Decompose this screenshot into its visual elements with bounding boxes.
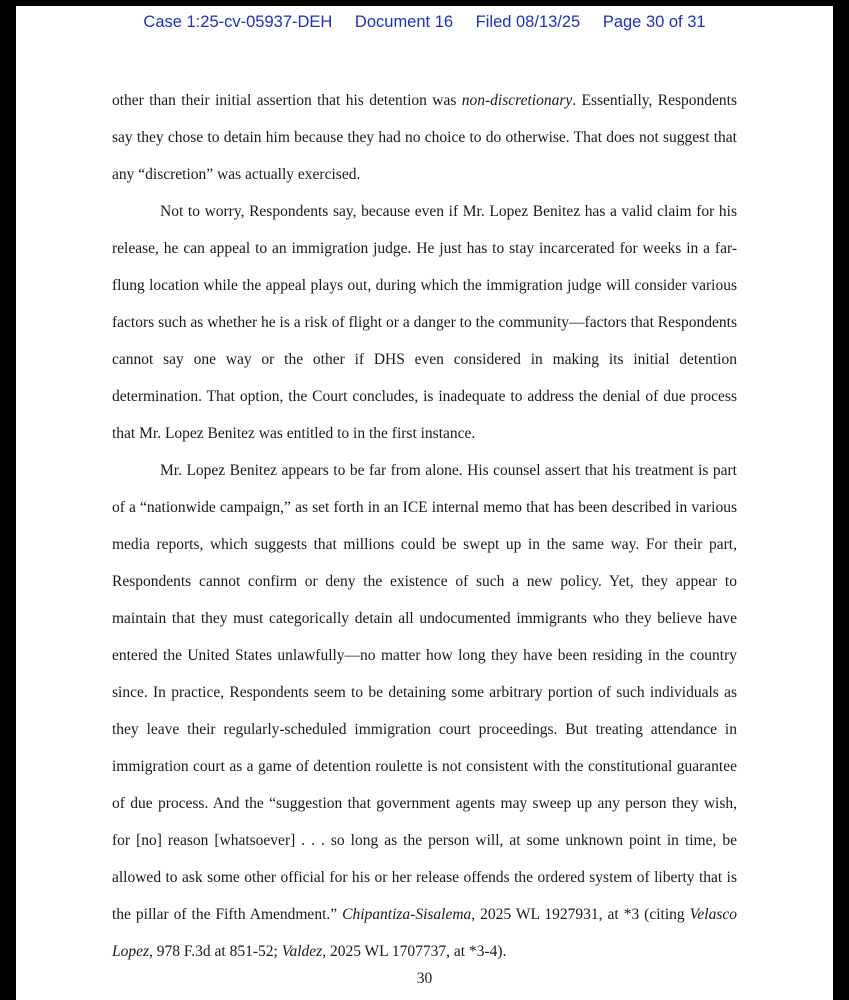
paragraph-1-text-a: other than their initial assertion that his detention was [112,92,462,109]
citation-case-2: Velasco Lopez [112,906,737,960]
paragraph-1-emphasis: non-discretionary [461,92,573,109]
opinion-body [112,82,737,970]
paragraph-3-text-c: , 978 F.3d at 851-52; [149,943,282,960]
document-number: Document 16 [354,13,454,31]
case-number: Case 1:25-cv-05937-DEH [143,13,333,31]
document-page [16,6,833,1000]
paragraph-3-text-b: , 2025 WL 1927931, at *3 (citing [471,906,690,923]
ecf-header [16,13,833,32]
filed-date: Filed 08/13/25 [475,13,581,31]
paragraph-3-text-d: , 2025 WL 1707737, at *3-4). [322,943,507,960]
paragraph-2: Not to worry, Respondents say, because even if Mr. Lopez Benitez has a valid claim for his release, he can appeal to an immigration judge. He just has to stay incarcerated for weeks in a far-flung location while the appeal plays out, during which the immigration judge will consider various factors such as whether he is a risk of flight or a danger to the community—factors that Respondents cannot say one way or the other if DHS even considered in making its initial detention determination. That option, the Court concludes, is inadequate to address the denial of due process that Mr. Lopez Benitez was entitled to in the first instance. [112,203,737,442]
citation-case-3: Valdez [281,943,323,960]
paragraph-3 [112,452,737,970]
citation-case-1: Chipantiza-Sisalema [342,906,472,923]
paragraph-1-text-c: . Essentially, Respondents say they chose to detain him because they had no choice to do otherwise. That does not suggest that any “discretion” was actually exercised. [112,92,738,183]
page-count: Page 30 of 31 [602,13,706,31]
paragraph-3-text-a: Mr. Lopez Benitez appears to be far from alone. His counsel assert that his treatment is part of a “nationwide campaign,” as set forth in an ICE internal memo that has been described in various media reports, which suggests that millions could be swept up in the same way. For their part, Respondents cannot confirm or deny the existence of such a new policy. Yet, they appear to maintain that they must categorically detain all undocumented immigrants who they believe have entered the United States unlawfully—no matter how long they have been residing in the country since. In practice, Respondents seem to be detaining some arbitrary portion of such individuals as they leave their regularly-scheduled immigration court proceedings. But treating attendance in immigration court as a game of detention roulette is not consistent with the constitutional guarantee of due process. And the “suggestion that government agents may sweep up any person they wish, for [no] reason [whatsoever] . . . so long as the person will, at some unknown point in time, be allowed to ask some other official for his or her release offends the ordered system of liberty that is the pillar of the Fifth Amendment.” [112,462,737,923]
page-number: 30 [416,970,433,987]
paragraph-1 [112,82,737,193]
